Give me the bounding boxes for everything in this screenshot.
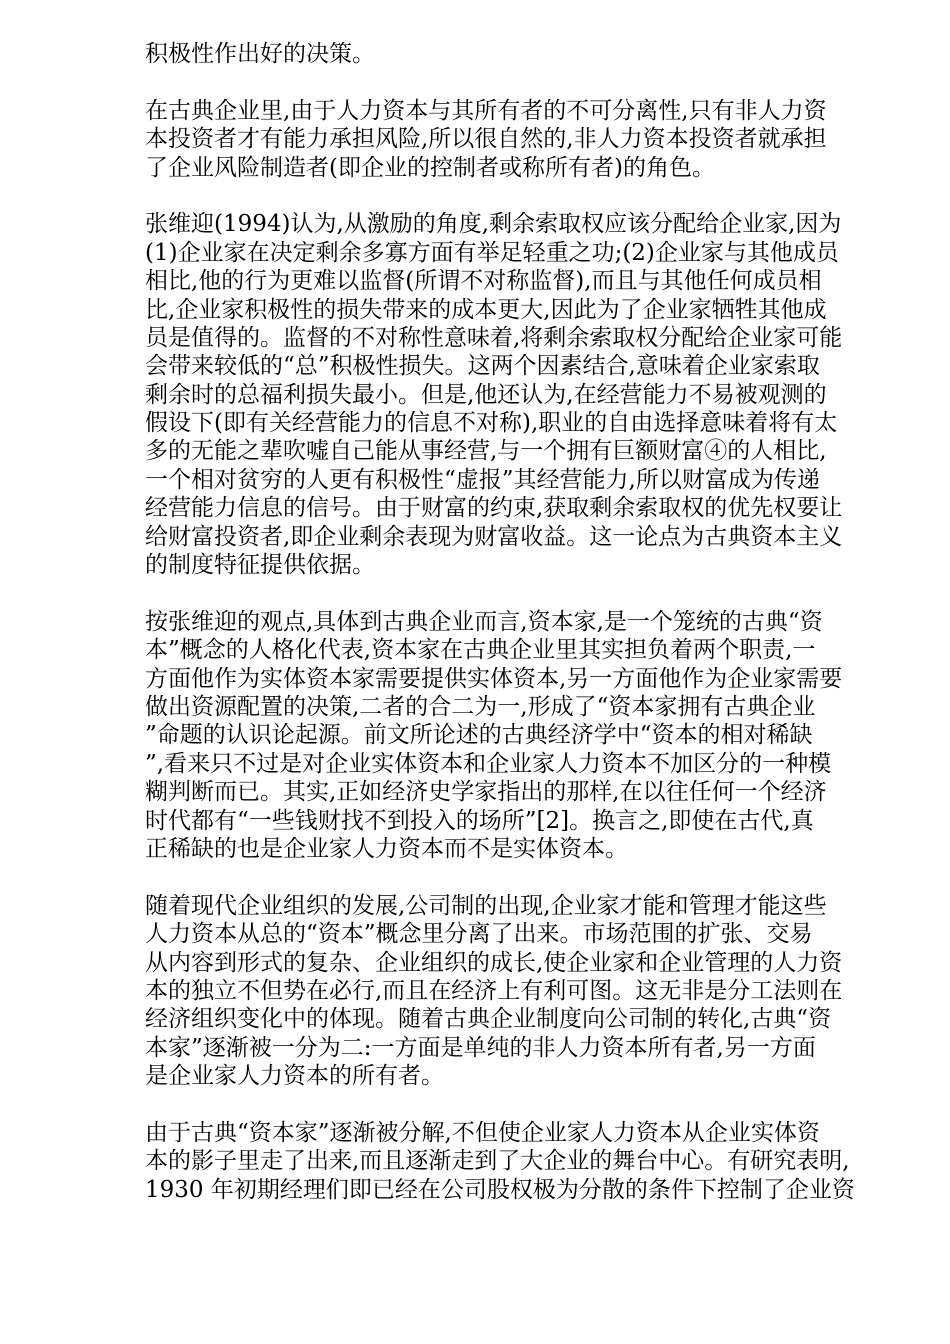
text-line: 员是值得的。监督的不对称性意味着,将剩余索取权分配给企业家可能	[145, 324, 843, 351]
text-line: 的制度特征提供依据。	[145, 552, 375, 579]
text-line: 多的无能之辈吹嘘自己能从事经营,与一个拥有巨额财富④的人相比,	[145, 438, 827, 465]
text-line: 假设下(即有关经营能力的信息不对称),职业的自由选择意味着将有太	[145, 410, 838, 437]
document-page	[145, 40, 880, 1204]
text-line: ”,看来只不过是对企业实体资本和企业家人力资本不加区分的一种模	[145, 750, 832, 777]
text-line: 本家”逐渐被一分为二:一方面是单纯的非人力资本所有者,另一方面	[145, 1034, 816, 1061]
text-line: (1)企业家在决定剩余多寡方面有举足轻重之功;(2)企业家与其他成员	[145, 239, 839, 266]
text-line: 是企业家人力资本的所有者。	[145, 1063, 444, 1090]
text-line: 了企业风险制造者(即企业的控制者或称所有者)的角色。	[145, 154, 715, 181]
paragraph	[145, 97, 880, 182]
text-line: 张维迎(1994)认为,从激励的角度,剩余索取权应该分配给企业家,因为	[145, 211, 842, 238]
paragraph	[145, 892, 880, 1091]
text-line: 由于古典“资本家”逐渐被分解,不但使企业家人力资本从企业实体资	[145, 1119, 820, 1146]
text-line: ”命题的认识论起源。前文所论述的古典经济学中“资本的相对稀缺	[145, 722, 813, 749]
text-line: 按张维迎的观点,具体到古典企业而言,资本家,是一个笼统的古典“资	[145, 608, 823, 635]
text-line: 1930 年初期经理们即已经在公司股权极为分散的条件下控制了企业资	[145, 1176, 855, 1203]
paragraph	[145, 608, 880, 864]
text-line: 时代都有“一些钱财找不到投入的场所”[2]。换言之,即使在古代,真	[145, 807, 814, 834]
text-line: 本的独立不但势在必行,而且在经济上有利可图。这无非是分工法则在	[145, 977, 843, 1004]
text-line: 相比,他的行为更难以监督(所谓不对称监督),而且与其他任何成员相	[145, 268, 822, 295]
text-line: 给财富投资者,即企业剩余表现为财富收益。这一论点为古典资本主义	[145, 523, 843, 550]
text-line: 在古典企业里,由于人力资本与其所有者的不可分离性,只有非人力资	[145, 97, 827, 124]
text-line: 经济组织变化中的体现。随着古典企业制度向公司制的转化,古典“资	[145, 1006, 832, 1033]
text-line: 糊判断而已。其实,正如经济史学家指出的那样,在以往任何一个经济	[145, 779, 827, 806]
text-line: 本投资者才有能力承担风险,所以很自然的,非人力资本投资者就承担	[145, 126, 827, 153]
text-line: 做出资源配置的决策,二者的合二为一,形成了“资本家拥有古典企业	[145, 693, 816, 720]
text-line: 经营能力信息的信号。由于财富的约束,获取剩余索取权的优先权要让	[145, 495, 843, 522]
text-line: 剩余时的总福利损失最小。但是,他还认为,在经营能力不易被观测的	[145, 381, 827, 408]
text-line: 本”概念的人格化代表,资本家在古典企业里其实担负着两个职责,一	[145, 637, 816, 664]
text-line: 随着现代企业组织的发展,公司制的出现,企业家才能和管理才能这些	[145, 892, 827, 919]
text-line: 一个相对贫穷的人更有积极性“虚报”其经营能力,所以财富成为传递	[145, 466, 820, 493]
text-line: 会带来较低的“总”积极性损失。这两个因素结合,意味着企业家索取	[145, 353, 820, 380]
text-line: 比,企业家积极性的损失带来的成本更大,因此为了企业家牺牲其他成	[145, 296, 827, 323]
paragraph	[145, 40, 880, 68]
text-line: 积极性作出好的决策。	[145, 41, 375, 67]
text-line: 方面他作为实体资本家需要提供实体资本,另一方面他作为企业家需要	[145, 665, 843, 692]
text-line: 正稀缺的也是企业家人力资本而不是实体资本。	[145, 835, 628, 862]
paragraph	[145, 1119, 880, 1204]
text-line: 本的影子里走了出来,而且逐渐走到了大企业的舞台中心。有研究表明,	[145, 1148, 850, 1175]
paragraph	[145, 210, 880, 579]
text-line: 人力资本从总的“资本”概念里分离了出来。市场范围的扩张、交易	[145, 921, 813, 948]
text-line: 从内容到形式的复杂、企业组织的成长,使企业家和企业管理的人力资	[145, 949, 843, 976]
